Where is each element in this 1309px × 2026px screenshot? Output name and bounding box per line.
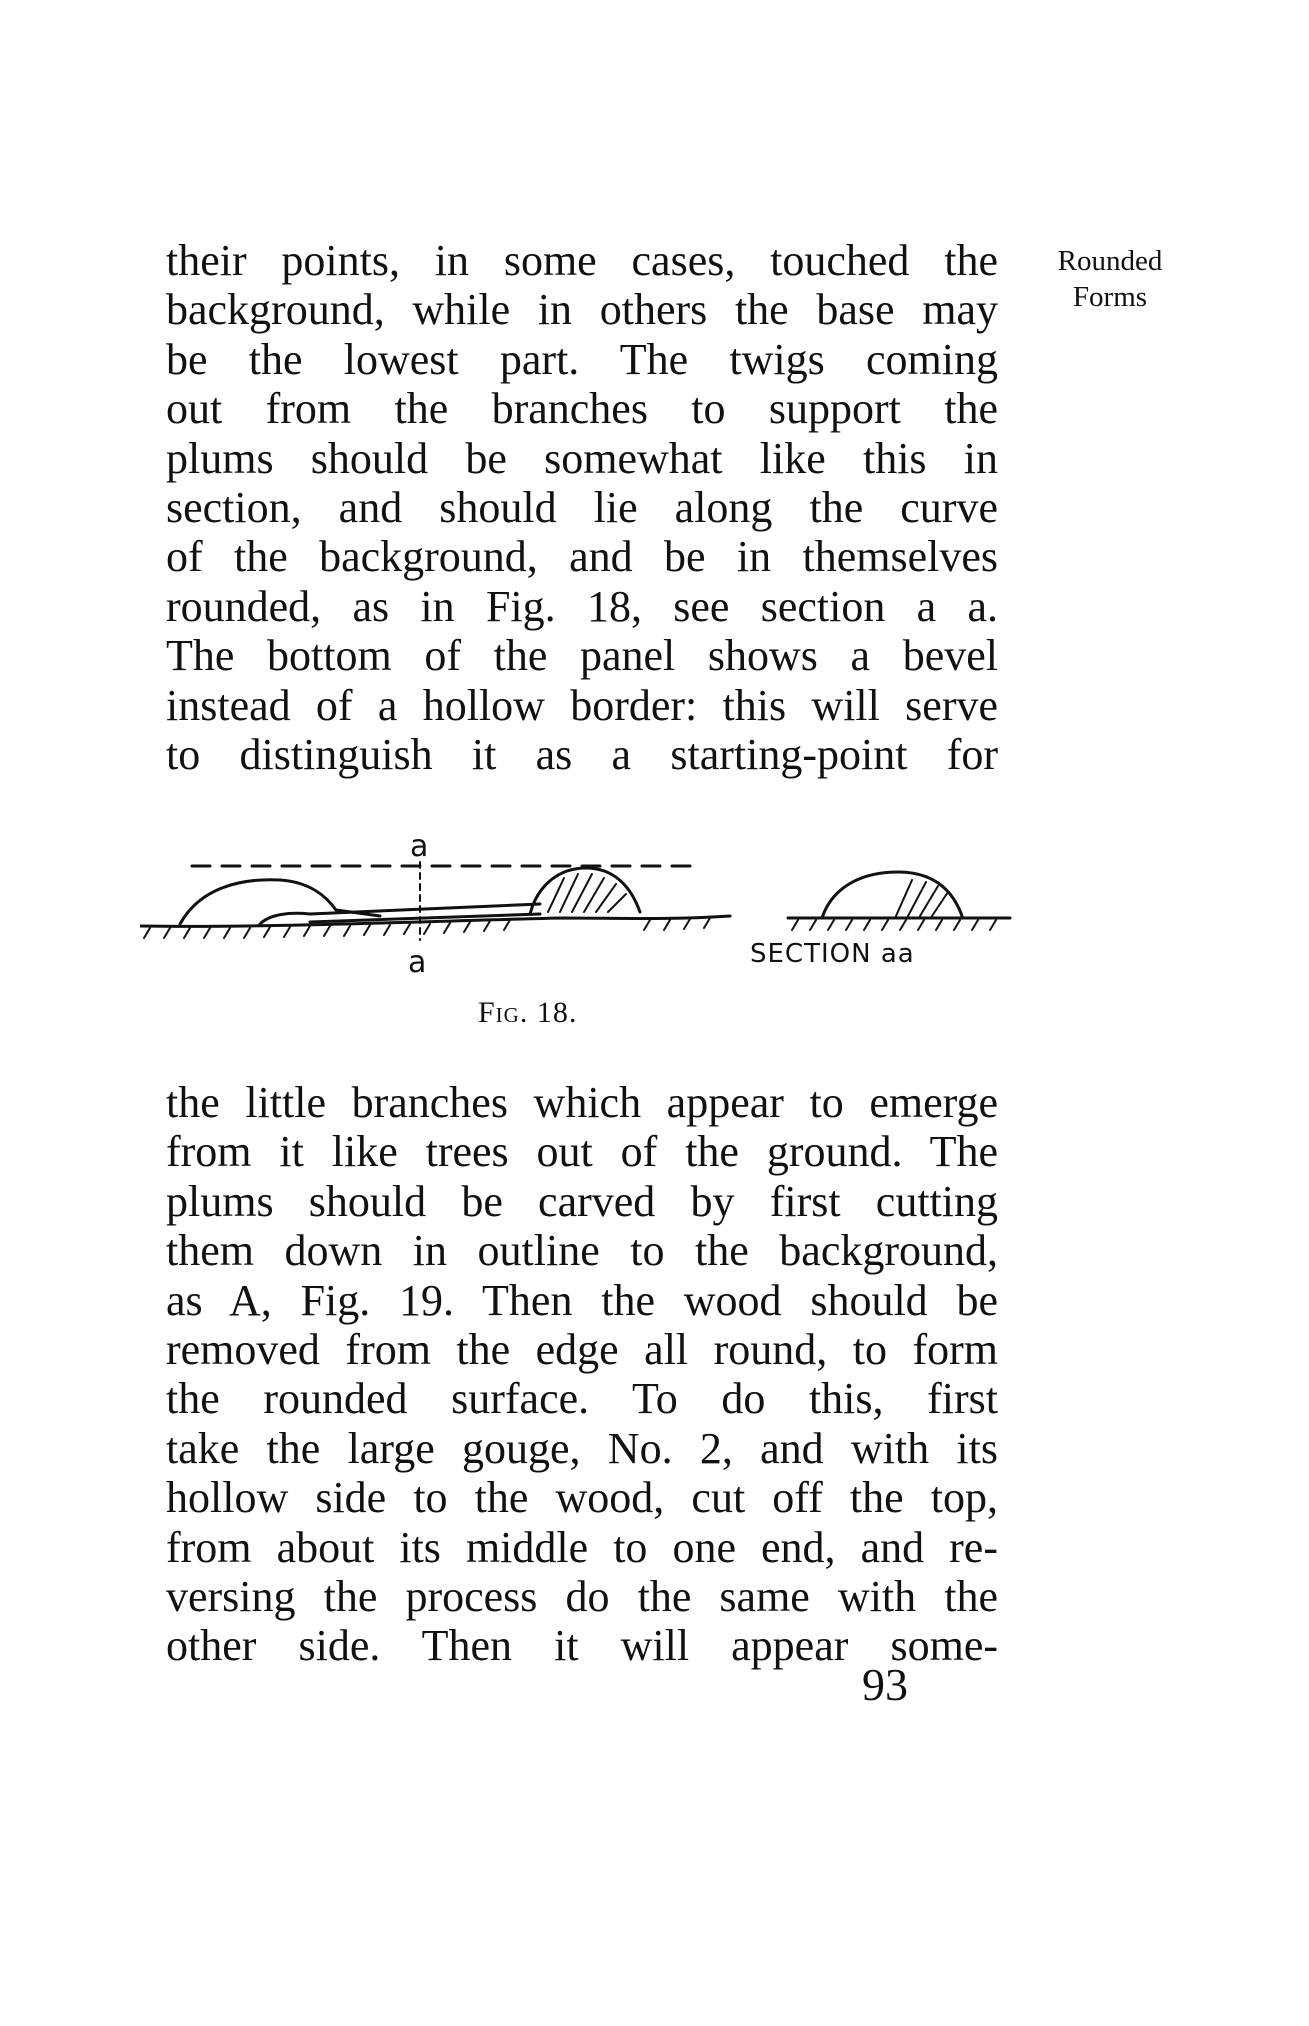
text-line: their points, in some cases, touched the [166, 236, 998, 285]
text-line: instead of a hollow border: this will serve [166, 680, 998, 730]
text-line: to distinguish it as a starting-point for [166, 730, 998, 780]
text-line: of the background, and be in themselves [166, 532, 998, 582]
fig-label-bottom: a [408, 945, 427, 980]
text-line: background, while in others the base may [166, 285, 998, 335]
fig-label-top: a [410, 829, 429, 864]
plum-left-outline [180, 880, 380, 924]
text-line: hollow side to the wood, cut off the top, [166, 1473, 998, 1523]
text-line: plums should be somewhat like this in [166, 433, 998, 483]
text-line: take the large gouge, No. 2, and with its [166, 1423, 998, 1473]
figure-caption: Fig. 18. [478, 996, 578, 1029]
margin-note-line: Rounded [1057, 245, 1163, 277]
text-line: plums should be carved by first cutting [166, 1176, 998, 1226]
fig-section-label: SECTION aa [750, 939, 915, 969]
text-line: the little branches which appear to emerge [166, 1078, 998, 1127]
text-line: section, and should lie along the curve [166, 483, 998, 533]
text-line: other side. Then it will appear some- [166, 1621, 998, 1671]
section-ground-hatching [792, 920, 996, 930]
paragraph-bottom [166, 1078, 998, 1671]
text-line: be the lowest part. The twigs coming [166, 334, 998, 384]
page-number: 93 [862, 1659, 908, 1710]
figure-18 [140, 822, 1060, 982]
text-line: from about its middle to one end, and re- [166, 1522, 998, 1572]
text-line: them down in outline to the background, [166, 1226, 998, 1276]
margin-note-line: Forms [1072, 281, 1148, 313]
plum-right-hatching [548, 874, 626, 912]
section-plum-outline [822, 872, 962, 918]
text-line: removed from the edge all round, to form [166, 1325, 998, 1375]
paragraph-top [166, 236, 998, 779]
figure-18-drawing [140, 822, 1060, 982]
text-line: rounded, as in Fig. 18, see section a a. [166, 581, 998, 631]
margin-note [1040, 243, 1180, 315]
text-line: as A, Fig. 19. Then the wood should be [166, 1275, 998, 1325]
plum-right-outline [530, 868, 640, 914]
text-line: from it like trees out of the ground. The [166, 1127, 998, 1177]
text-line: The bottom of the panel shows a bevel [166, 631, 998, 681]
text-line: out from the branches to support the [166, 384, 998, 434]
text-line: versing the process do the same with the [166, 1572, 998, 1622]
text-line: the rounded surface. To do this, first [166, 1374, 998, 1424]
